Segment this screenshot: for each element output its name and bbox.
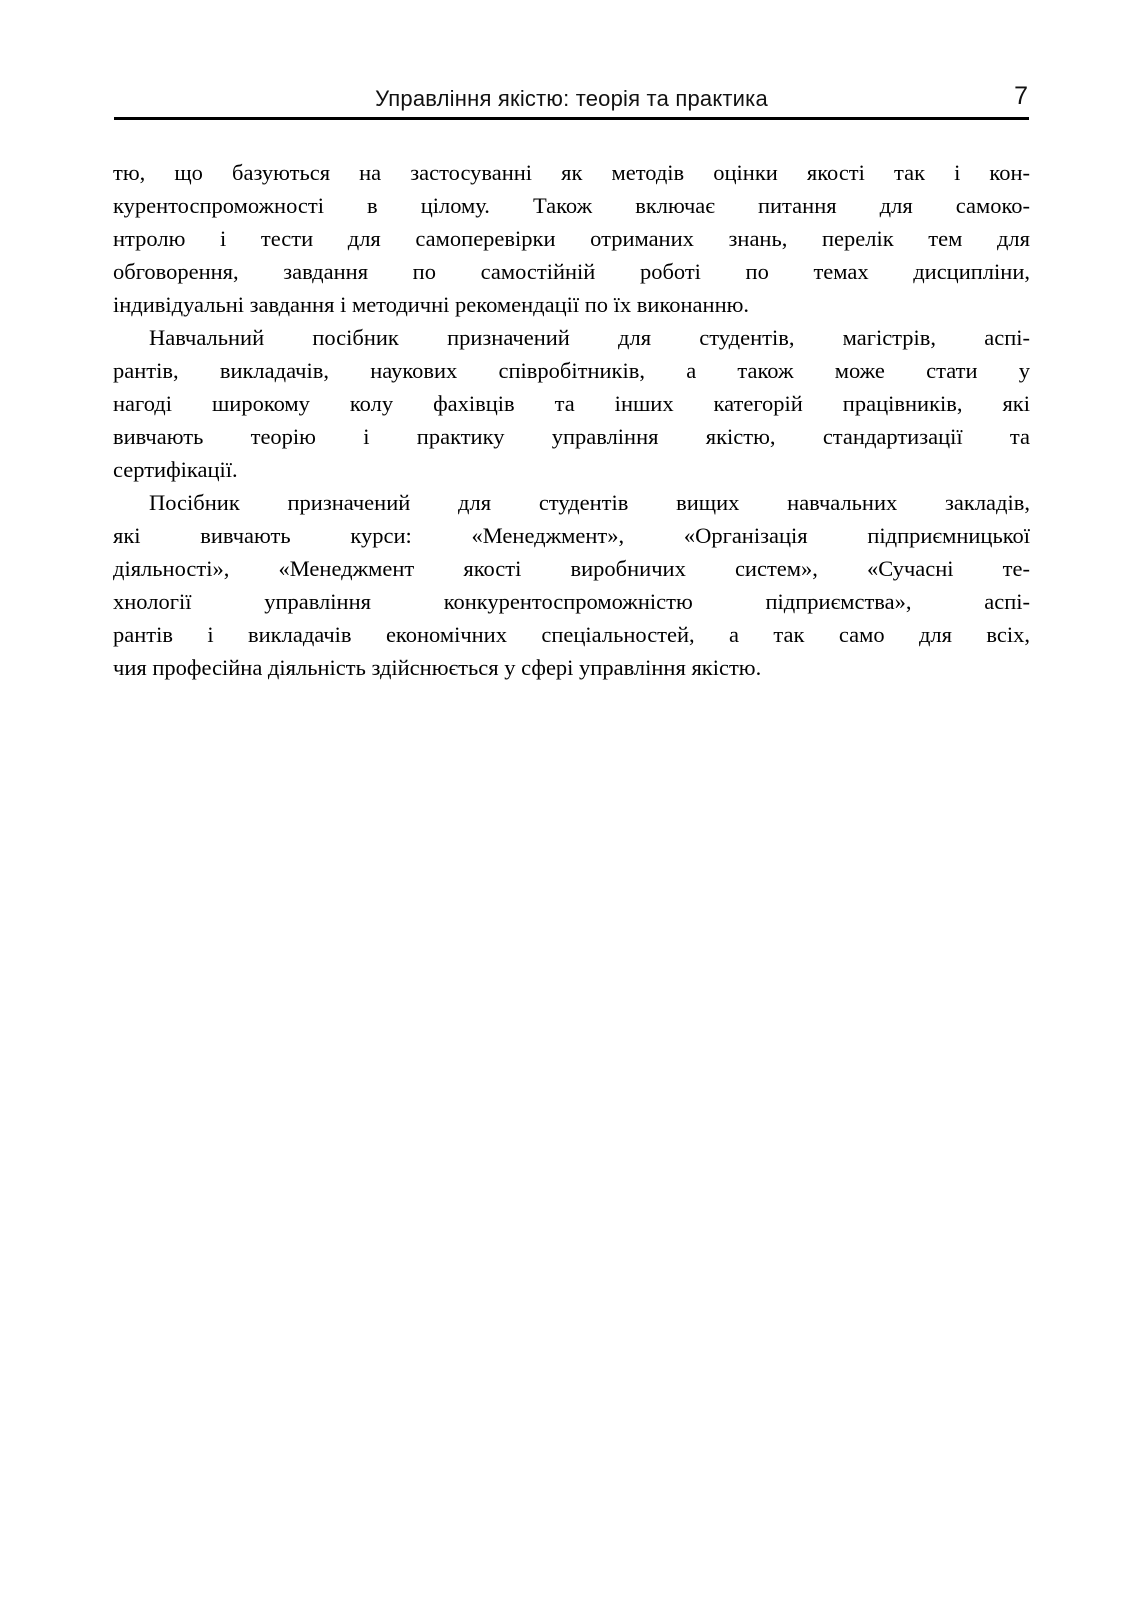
text-line: тю, що базуються на застосуванні як методів оцінки якості так і кон- <box>113 160 1030 185</box>
header-rule <box>114 117 1029 120</box>
running-header-title: Управління якістю: теорія та практика <box>375 86 768 111</box>
text-line: курентоспроможності в цілому. Також включає питання для самоко- <box>113 193 1030 218</box>
text-line: хнології управління конкурентоспроможністю підприємства», аспі- <box>113 589 1030 614</box>
text-line: вивчають теорію і практику управління якістю, стандартизації та <box>113 424 1030 449</box>
text-line: індивідуальні завдання і методичні рекомендації по їх виконанню. <box>113 292 750 317</box>
text-line: обговорення, завдання по самостійній роботі по темах дисципліни, <box>113 259 1030 284</box>
text-line: діяльності», «Менеджмент якості виробничих систем», «Сучасні те- <box>113 556 1030 581</box>
page-body-text <box>113 156 1030 684</box>
page-number: 7 <box>1014 82 1028 110</box>
running-header <box>113 84 1030 114</box>
text-line: нтролю і тести для самоперевірки отриманих знань, перелік тем для <box>113 226 1030 251</box>
text-line: рантів і викладачів економічних спеціальностей, а так само для всіх, <box>113 622 1030 647</box>
text-line: Посібник призначений для студентів вищих навчальних закладів, <box>149 490 1030 515</box>
text-line: сертифікації. <box>113 457 238 482</box>
text-line: нагоді широкому колу фахівців та інших категорій працівників, які <box>113 391 1030 416</box>
text-line: чия професійна діяльність здійснюється у сфері управління якістю. <box>113 655 762 680</box>
text-line: які вивчають курси: «Менеджмент», «Організація підприємницької <box>113 523 1030 548</box>
text-line: Навчальний посібник призначений для студентів, магістрів, аспі- <box>149 325 1030 350</box>
text-line: рантів, викладачів, наукових співробітників, а також може стати у <box>113 358 1030 383</box>
